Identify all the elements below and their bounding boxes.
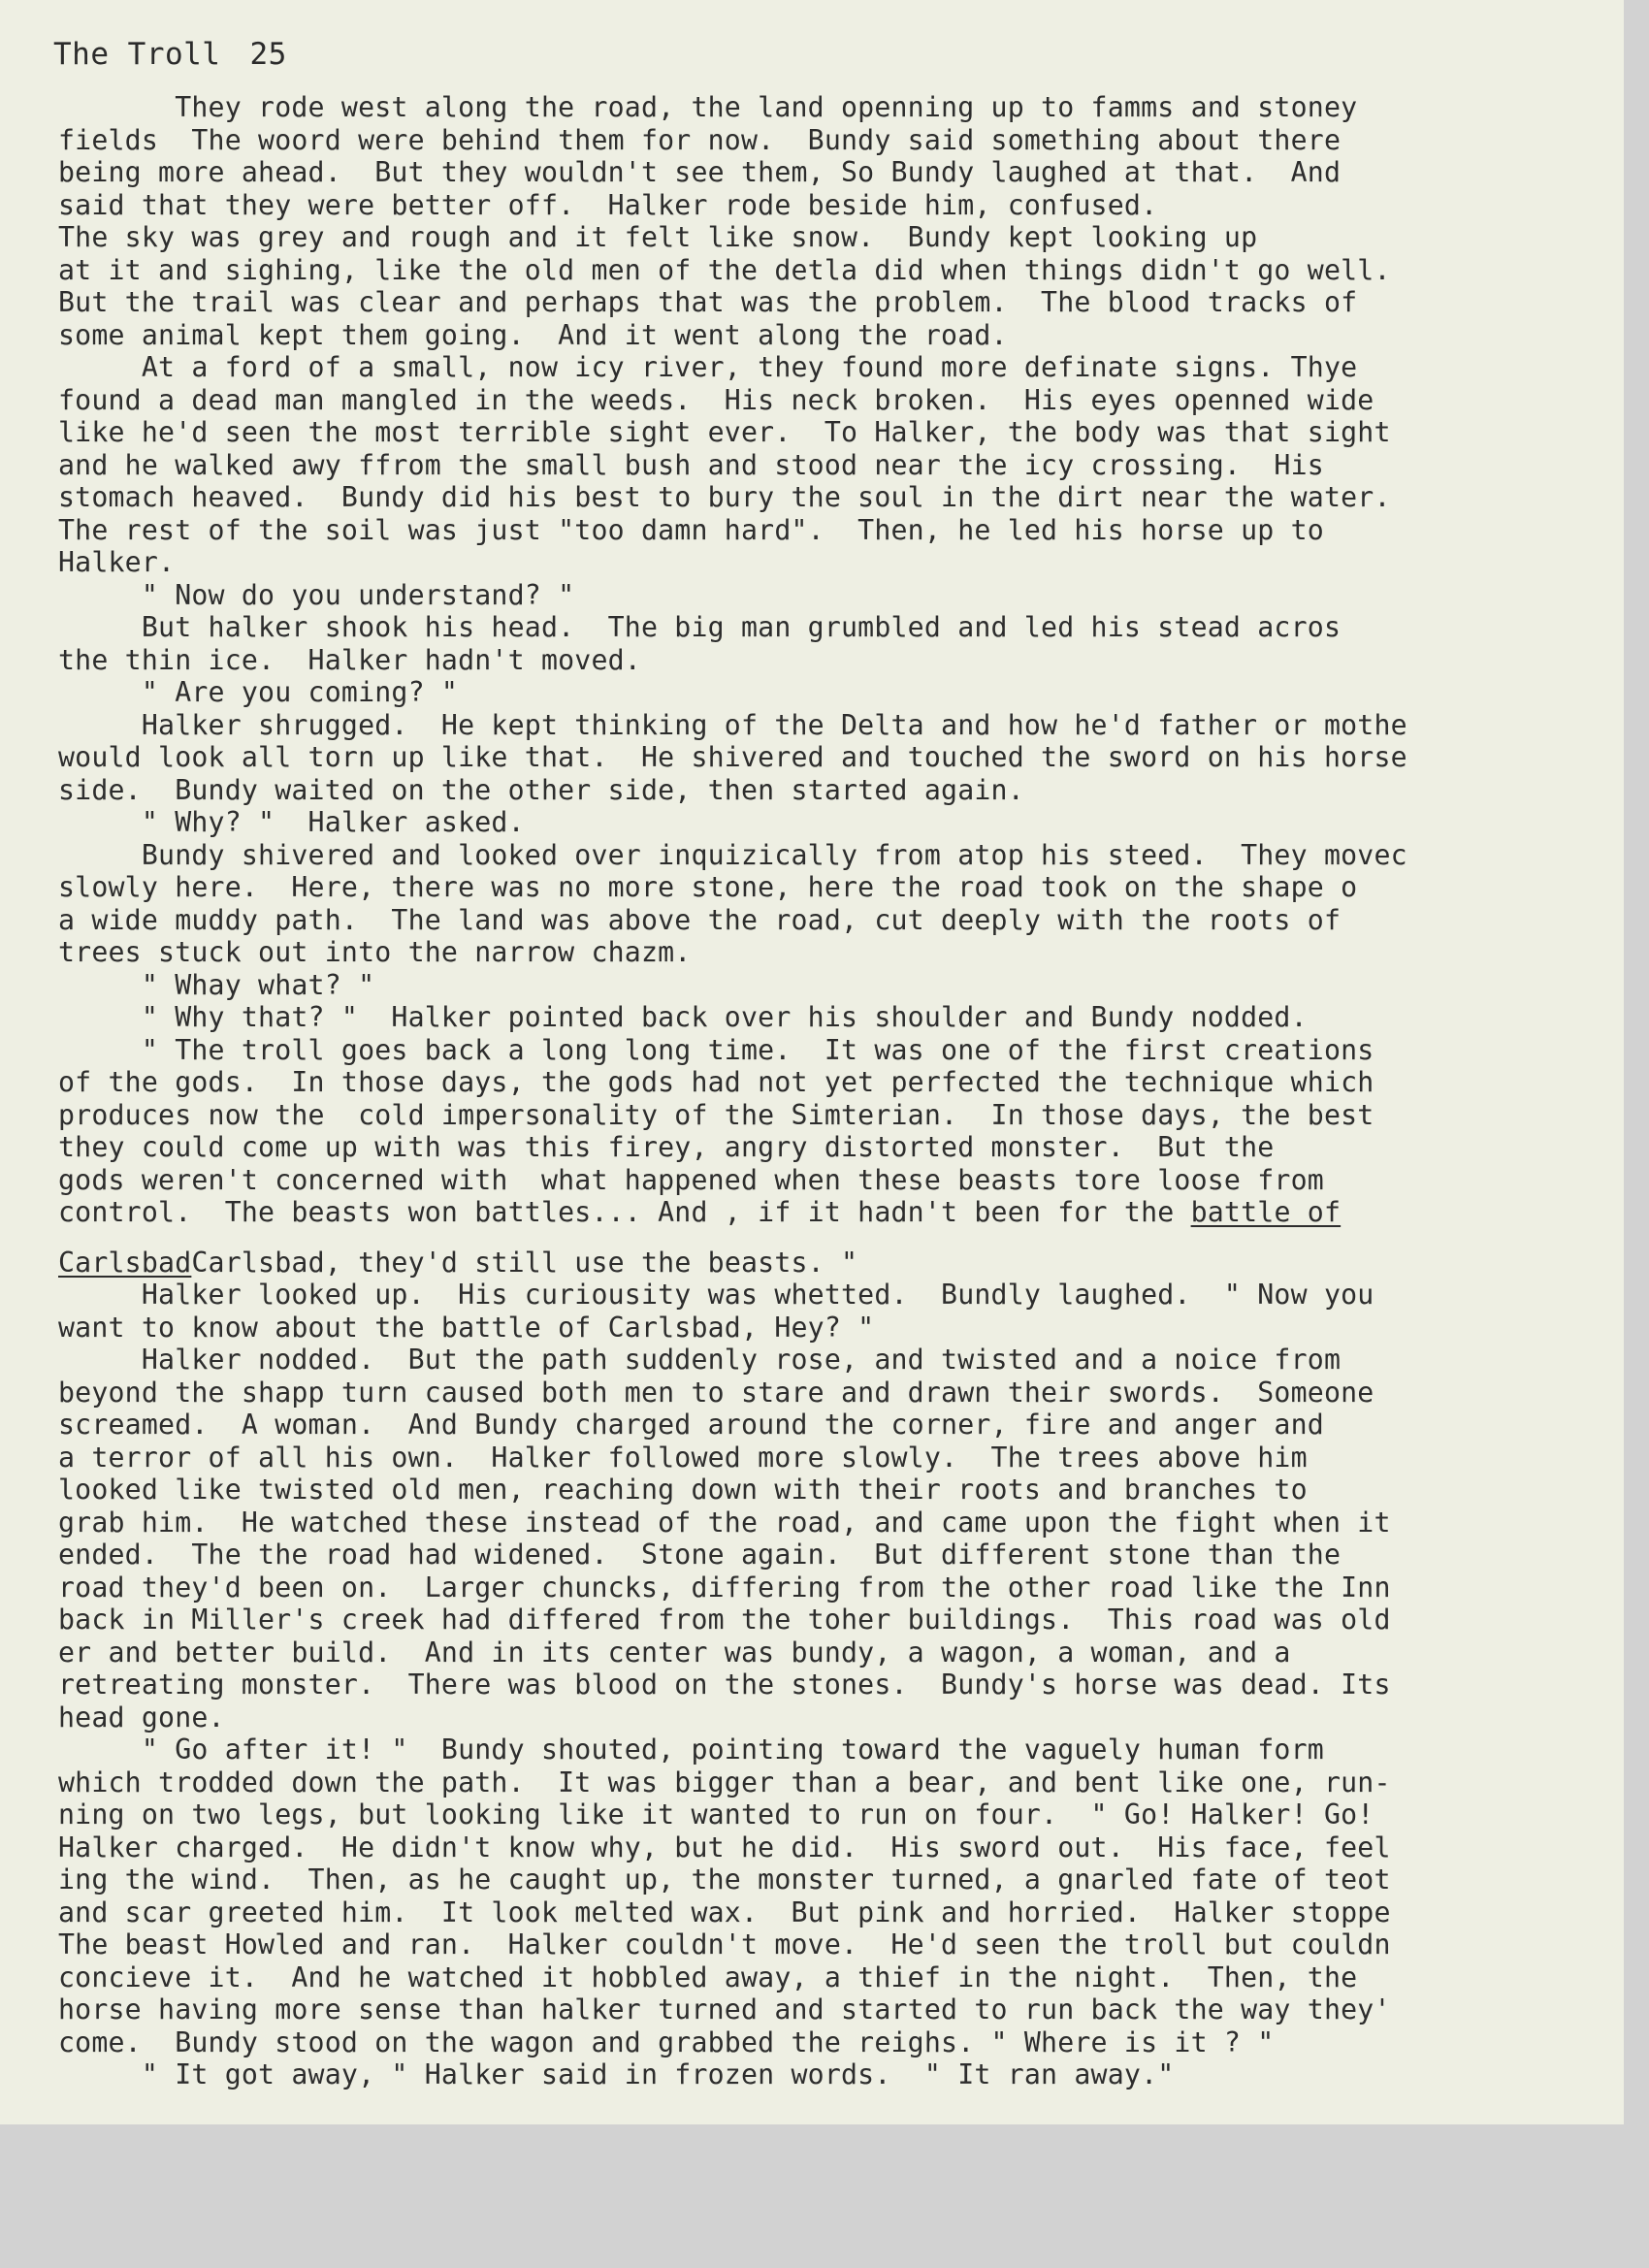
- text-line: " Whay what? ": [58, 968, 375, 1001]
- text-line: Halker nodded. But the path suddenly rose, and twisted and a noice from: [58, 1344, 1342, 1376]
- text-line: ing the wind. Then, as he caught up, the monster turned, a gnarled fate of teot: [58, 1863, 1391, 1895]
- text-line: " Why that? " Halker pointed back over his shoulder and Bundy nodded.: [58, 1001, 1308, 1033]
- text-line-rest: Carlsbad, they'd still use the beasts. ": [191, 1246, 858, 1279]
- text-line: The sky was grey and rough and it felt like snow. Bundy kept looking up: [58, 221, 1258, 253]
- text-line: back in Miller's creek had differed from the toher buildings. This road was old: [58, 1604, 1391, 1636]
- text-line: head gone.: [58, 1701, 225, 1733]
- text-line: would look all torn up like that. He shivered and touched the sword on his horse: [58, 741, 1407, 773]
- text-line: side. Bundy waited on the other side, then started again.: [58, 773, 1024, 806]
- text-line: At a ford of a small, now icy river, they found more definate signs. Thye: [58, 351, 1358, 383]
- text-line: beyond the shapp turn caused both men to stare and drawn their swords. Someone: [58, 1376, 1374, 1409]
- text-line: they could come up with was this firey, angry distorted monster. But the: [58, 1131, 1275, 1163]
- text-line: But the trail was clear and perhaps that was the problem. The blood tracks of: [58, 286, 1358, 318]
- page-header: [53, 37, 287, 72]
- text-line: some animal kept them going. And it went along the road.: [58, 318, 1008, 351]
- story-title: The Troll: [53, 37, 221, 72]
- text-line: a wide muddy path. The land was above the road, cut deeply with the roots of: [58, 903, 1342, 936]
- text-line: Bundy shivered and looked over inquizically from atop his steed. They movec: [58, 838, 1407, 871]
- text-line: er and better build. And in its center was bundy, a wagon, a woman, and a: [58, 1636, 1291, 1669]
- text-line: " The troll goes back a long long time. It was one of the first creations: [58, 1033, 1374, 1066]
- text-line: " Now do you understand? ": [58, 578, 575, 611]
- text-line: " It got away, " Halker said in frozen words. " It ran away.": [58, 2058, 1175, 2090]
- text-line: Halker charged. He didn't know why, but he did. His sword out. His face, feel: [58, 1831, 1391, 1863]
- text-line: which trodded down the path. It was bigger than a bear, and bent like one, run-: [58, 1766, 1391, 1798]
- text-line: Halker.: [58, 546, 176, 578]
- text-line: said that they were better off. Halker rode beside him, confused.: [58, 188, 1158, 221]
- text-line: The beast Howled and ran. Halker couldn't move. He'd seen the troll but couldn: [58, 1928, 1391, 1960]
- text-line: horse having more sense than halker turned and started to run back the way they': [58, 1993, 1391, 2025]
- text-line: " Why? " Halker asked.: [58, 806, 525, 838]
- text-line: a terror of all his own. Halker followed more slowly. The trees above him: [58, 1441, 1308, 1474]
- text-line: found a dead man mangled in the weeds. His neck broken. His eyes openned wide: [58, 383, 1374, 416]
- text-line-start: control. The beasts won battles... And , if it hadn't been for the: [58, 1196, 1191, 1228]
- story-text: [58, 91, 1624, 2091]
- page-number: 25: [249, 37, 287, 72]
- text-line: But halker shook his head. The big man grumbled and led his stead acros: [58, 611, 1342, 643]
- text-line: [58, 1196, 1624, 1229]
- underlined-word: Carlsbad: [58, 1246, 192, 1279]
- text-line: trees stuck out into the narrow chazm.: [58, 936, 692, 968]
- text-line: fields The woord were behind them for now. Bundy said something about there: [58, 123, 1342, 156]
- text-line: road they'd been on. Larger chuncks, differing from the other road like the Inn: [58, 1571, 1391, 1604]
- text-line: [58, 1247, 1624, 1280]
- text-line: " Go after it! " Bundy shouted, pointing toward the vaguely human form: [58, 1733, 1324, 1766]
- text-line: being more ahead. But they wouldn't see them, So Bundy laughed at that. And: [58, 156, 1342, 188]
- text-line: of the gods. In those days, the gods had not yet perfected the technique which: [58, 1066, 1374, 1098]
- text-line: " Are you coming? ": [58, 676, 459, 708]
- text-line: ended. The the road had widened. Stone again. But different stone than the: [58, 1539, 1342, 1571]
- text-line: They rode west along the road, the land openning up to famms and stoney: [58, 91, 1358, 123]
- text-line: want to know about the battle of Carlsbad, Hey? ": [58, 1311, 875, 1344]
- line-gap: [58, 1229, 1624, 1247]
- text-line: come. Bundy stood on the wagon and grabbed the reighs. " Where is it ? ": [58, 2025, 1275, 2058]
- text-line: produces now the cold impersonality of the Simterian. In those days, the best: [58, 1098, 1374, 1131]
- text-line: grab him. He watched these instead of the road, and came upon the fight when it: [58, 1506, 1391, 1539]
- text-line: The rest of the soil was just "too damn hard". Then, he led his horse up to: [58, 513, 1324, 546]
- text-line: ning on two legs, but looking like it wanted to run on four. " Go! Halker! Go!: [58, 1798, 1374, 1831]
- text-line: the thin ice. Halker hadn't moved.: [58, 643, 641, 676]
- text-line: Halker shrugged. He kept thinking of the Delta and how he'd father or mothe: [58, 708, 1407, 741]
- text-line: and scar greeted him. It look melted wax. But pink and horried. Halker stoppe: [58, 1895, 1391, 1928]
- text-line: gods weren't concerned with what happened when these beasts tore loose from: [58, 1163, 1324, 1196]
- text-line: concieve it. And he watched it hobbled away, a thief in the night. Then, the: [58, 1960, 1358, 1993]
- text-line: stomach heaved. Bundy did his best to bury the soul in the dirt near the water.: [58, 481, 1391, 513]
- text-line: at it and sighing, like the old men of the detla did when things didn't go well.: [58, 253, 1391, 286]
- text-line: slowly here. Here, there was no more stone, here the road took on the shape o: [58, 871, 1358, 903]
- text-line: Halker looked up. His curiousity was whetted. Bundly laughed. " Now you: [58, 1279, 1374, 1311]
- text-line: screamed. A woman. And Bundy charged around the corner, fire and anger and: [58, 1409, 1324, 1441]
- underlined-phrase: battle of: [1190, 1196, 1342, 1228]
- text-line: looked like twisted old men, reaching down with their roots and branches to: [58, 1474, 1308, 1506]
- text-line: like he'd seen the most terrible sight ever. To Halker, the body was that sight: [58, 416, 1391, 448]
- text-line: retreating monster. There was blood on the stones. Bundy's horse was dead. Its: [58, 1669, 1391, 1701]
- text-line: and he walked awy ffrom the small bush and stood near the icy crossing. His: [58, 448, 1324, 481]
